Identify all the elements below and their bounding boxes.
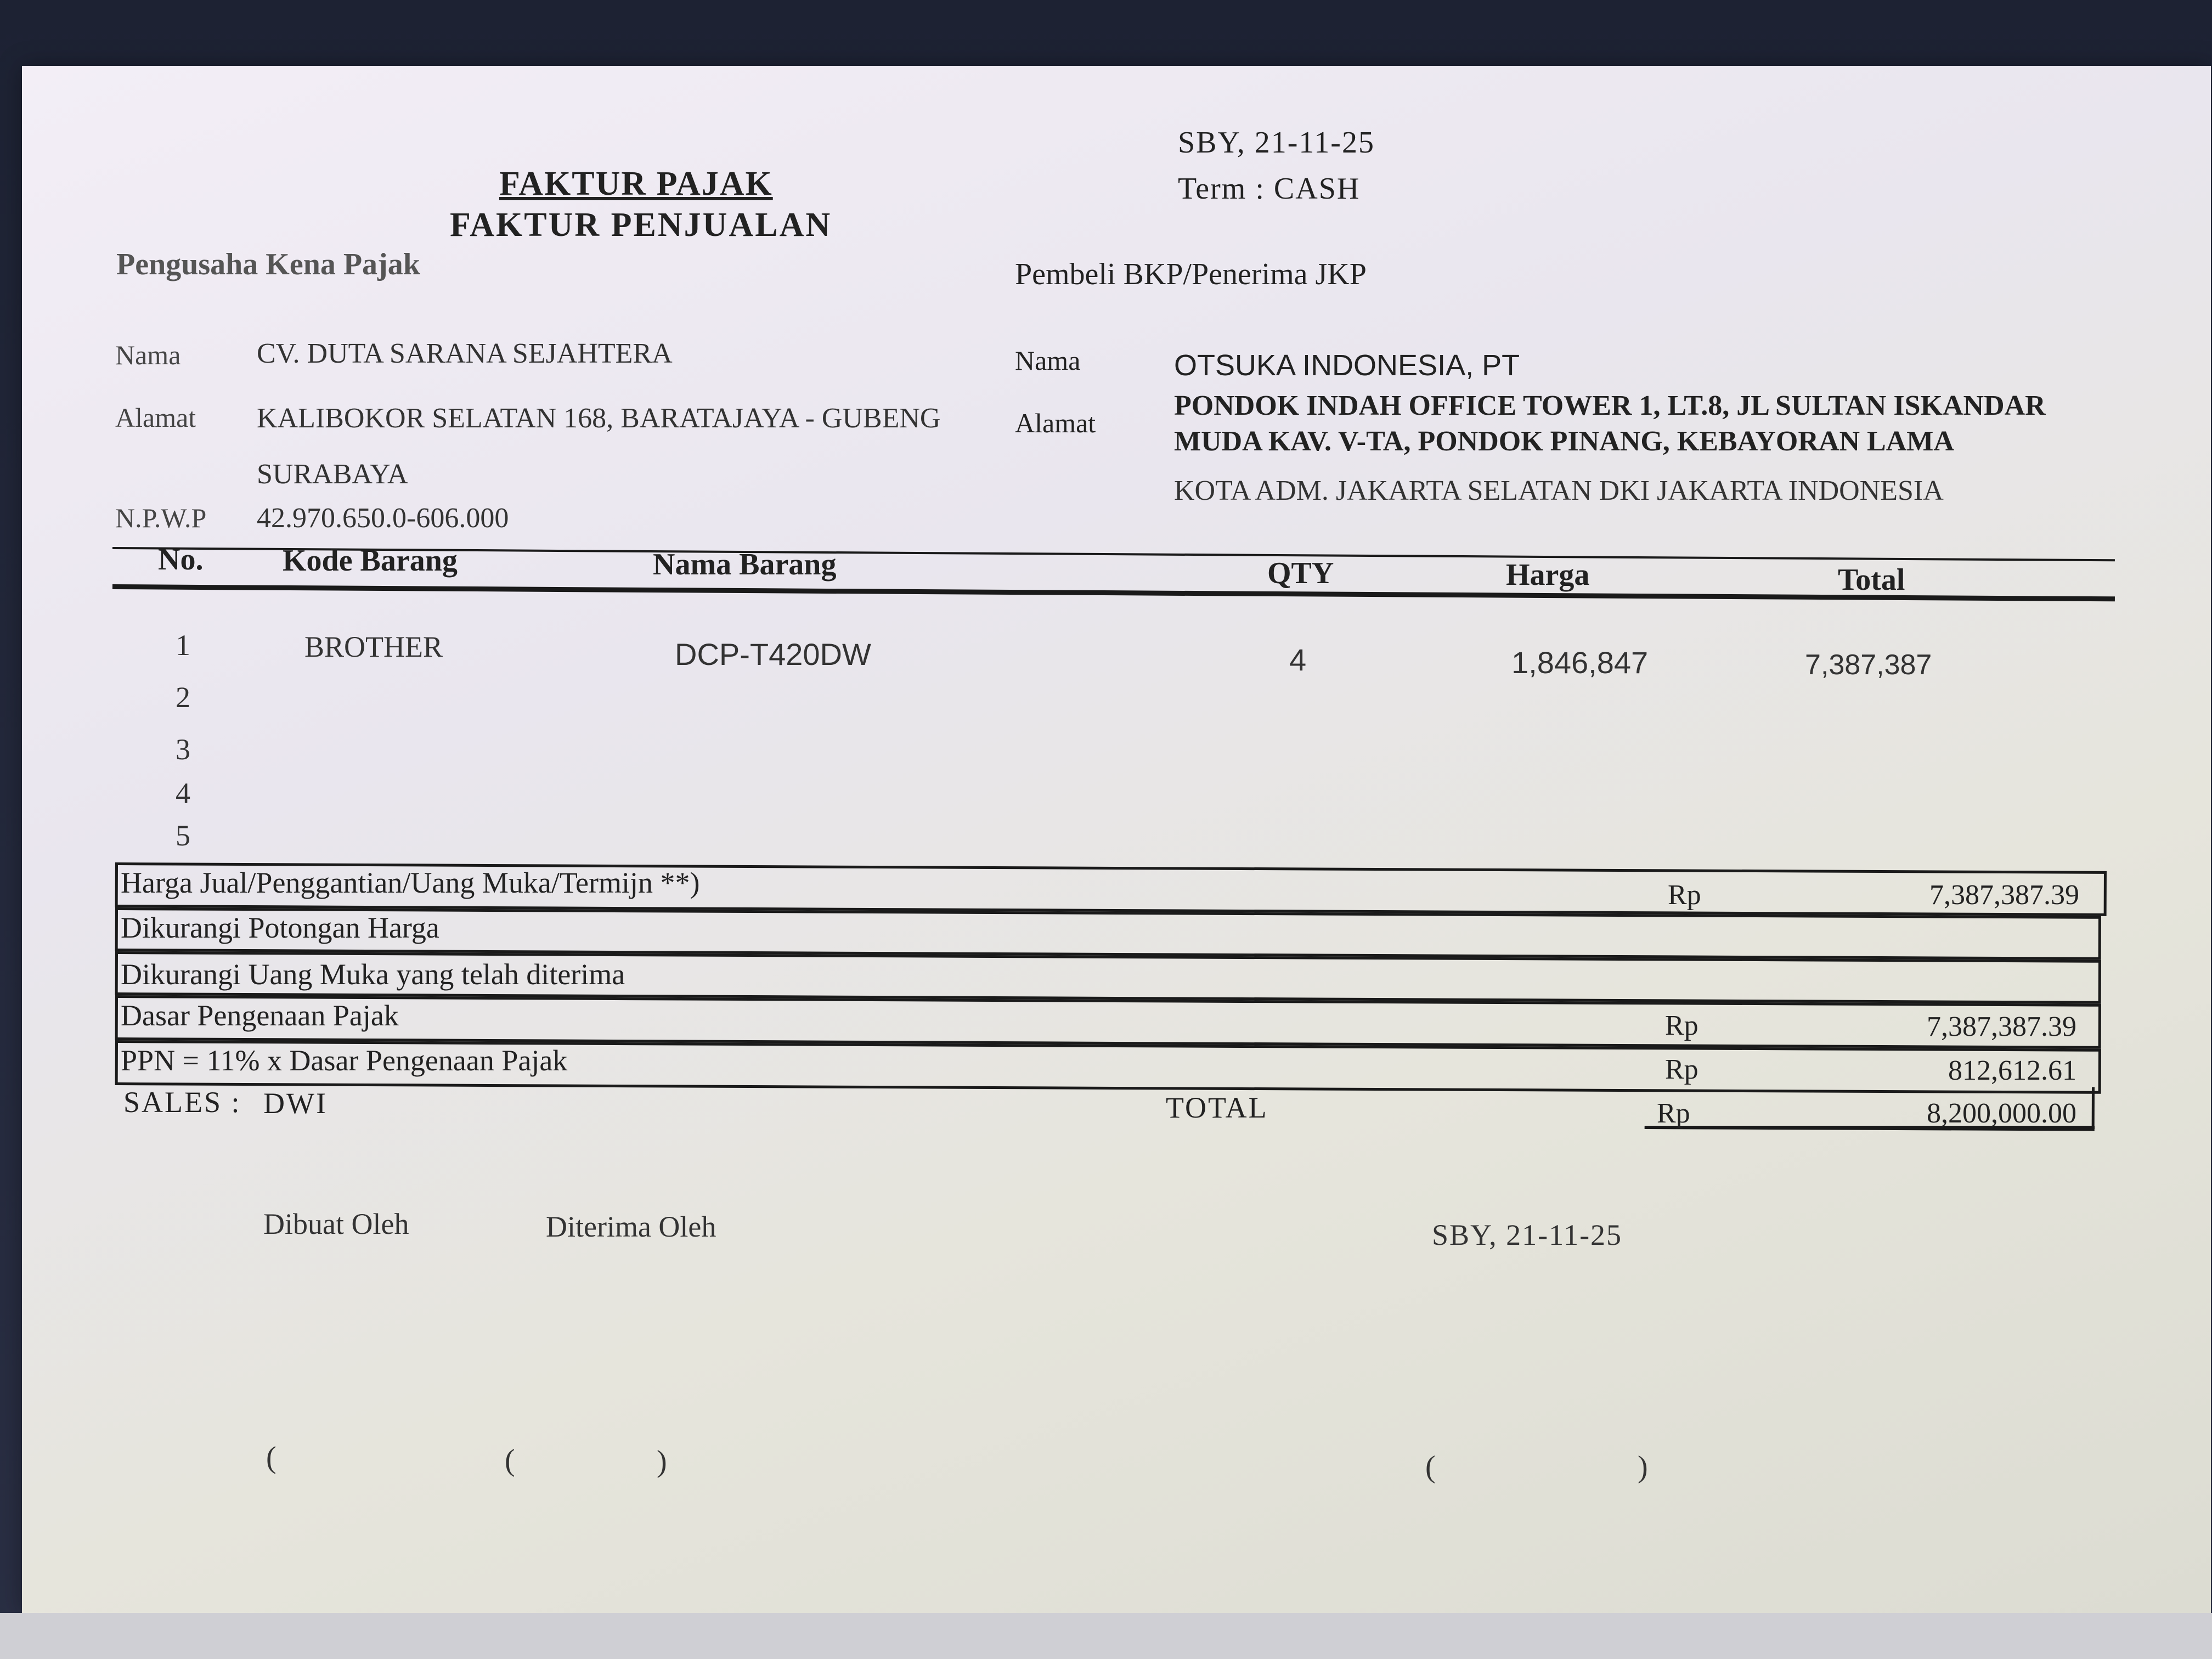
row2-no: 2 xyxy=(176,681,190,714)
col-header-nama: Nama Barang xyxy=(653,548,837,582)
buyer-name-label: Nama xyxy=(1015,345,1081,376)
received-by-close-paren: ) xyxy=(657,1444,667,1479)
sales-label: SALES : xyxy=(123,1086,241,1119)
buyer-name: OTSUKA INDONESIA, PT xyxy=(1174,349,1520,382)
seller-name-label: Nama xyxy=(115,340,181,370)
row1-nama: DCP-T420DW xyxy=(675,637,871,672)
row1-harga: 1,846,847 xyxy=(1511,645,1649,680)
row5-no: 5 xyxy=(176,819,190,852)
row4-no: 4 xyxy=(176,777,190,810)
col-header-kode: Kode Barang xyxy=(283,544,458,578)
col-header-total: Total xyxy=(1838,563,1905,597)
col-header-harga: Harga xyxy=(1506,558,1590,592)
received-by-open-paren: ( xyxy=(505,1443,515,1477)
row1-total: 7,387,387 xyxy=(1805,649,1932,681)
summary-row-dpp xyxy=(115,995,2101,1049)
harga-jual-rp: Rp xyxy=(1668,879,1701,911)
dpp-label: Dasar Pengenaan Pajak xyxy=(121,999,399,1032)
term-separator: : xyxy=(1255,172,1265,206)
dpp-rp: Rp xyxy=(1665,1010,1699,1041)
term-line xyxy=(1178,171,1360,206)
term-value: CASH xyxy=(1273,172,1361,206)
seller-address-line1: KALIBOKOR SELATAN 168, BARATAJAYA - GUBENG xyxy=(257,403,941,434)
ppn-rp: Rp xyxy=(1665,1054,1699,1085)
total-label: TOTAL xyxy=(1166,1091,1268,1124)
signer-open-paren: ( xyxy=(1425,1450,1436,1484)
row3-no: 3 xyxy=(176,733,190,766)
seller-section-title: Pengusaha Kena Pajak xyxy=(116,247,420,281)
total-value: 8,200,000.00 xyxy=(1927,1098,2076,1129)
row1-qty: 4 xyxy=(1289,642,1307,677)
document-subtitle: FAKTUR PENJUALAN xyxy=(450,206,832,244)
buyer-address-line1: PONDOK INDAH OFFICE TOWER 1, LT.8, JL SULTAN ISKANDAR xyxy=(1174,390,2046,421)
seller-address-label: Alamat xyxy=(115,402,196,433)
total-rp: Rp xyxy=(1657,1098,1690,1129)
signature-place-date: SBY, 21-11-25 xyxy=(1432,1218,1623,1251)
ppn-value: 812,612.61 xyxy=(1948,1055,2076,1086)
dpp-value: 7,387,387.39 xyxy=(1927,1011,2076,1042)
buyer-address-line2: MUDA KAV. V-TA, PONDOK PINANG, KEBAYORAN LAMA xyxy=(1174,426,1954,457)
buyer-address-line3: KOTA ADM. JAKARTA SELATAN DKI JAKARTA INDONESIA xyxy=(1174,475,1944,506)
sales-value: DWI xyxy=(263,1087,328,1120)
potongan-label: Dikurangi Potongan Harga xyxy=(121,911,439,944)
table-header-rule xyxy=(112,584,2115,601)
made-by-open-paren: ( xyxy=(266,1441,276,1475)
row1-kode: BROTHER xyxy=(304,630,443,663)
buyer-section-title: Pembeli BKP/Penerima JKP xyxy=(1015,257,1367,291)
row1-no: 1 xyxy=(176,629,190,662)
header-place-date: SBY, 21-11-25 xyxy=(1178,126,1375,160)
seller-npwp: 42.970.650.0-606.000 xyxy=(257,503,509,534)
seller-npwp-label: N.P.W.P xyxy=(115,503,207,533)
harga-jual-value: 7,387,387.39 xyxy=(1929,879,2079,911)
seller-name: CV. DUTA SARANA SEJAHTERA xyxy=(257,338,673,369)
received-by-label: Diterima Oleh xyxy=(546,1210,716,1243)
document-title: FAKTUR PAJAK xyxy=(499,165,773,202)
seller-address-line2: SURABAYA xyxy=(257,459,408,490)
col-header-no: No. xyxy=(158,543,204,577)
harga-jual-label: Harga Jual/Penggantian/Uang Muka/Termijn **) xyxy=(121,866,700,899)
invoice-page xyxy=(22,66,2211,1613)
term-label: Term xyxy=(1178,172,1247,206)
made-by-label: Dibuat Oleh xyxy=(263,1207,409,1240)
signer-close-paren: ) xyxy=(1638,1450,1648,1484)
ppn-label: PPN = 11% x Dasar Pengenaan Pajak xyxy=(121,1044,568,1077)
col-header-qty: QTY xyxy=(1267,556,1334,590)
screen-bottom-strip xyxy=(0,1613,2212,1659)
uang-muka-label: Dikurangi Uang Muka yang telah diterima xyxy=(121,958,625,991)
buyer-address-label: Alamat xyxy=(1015,408,1096,438)
